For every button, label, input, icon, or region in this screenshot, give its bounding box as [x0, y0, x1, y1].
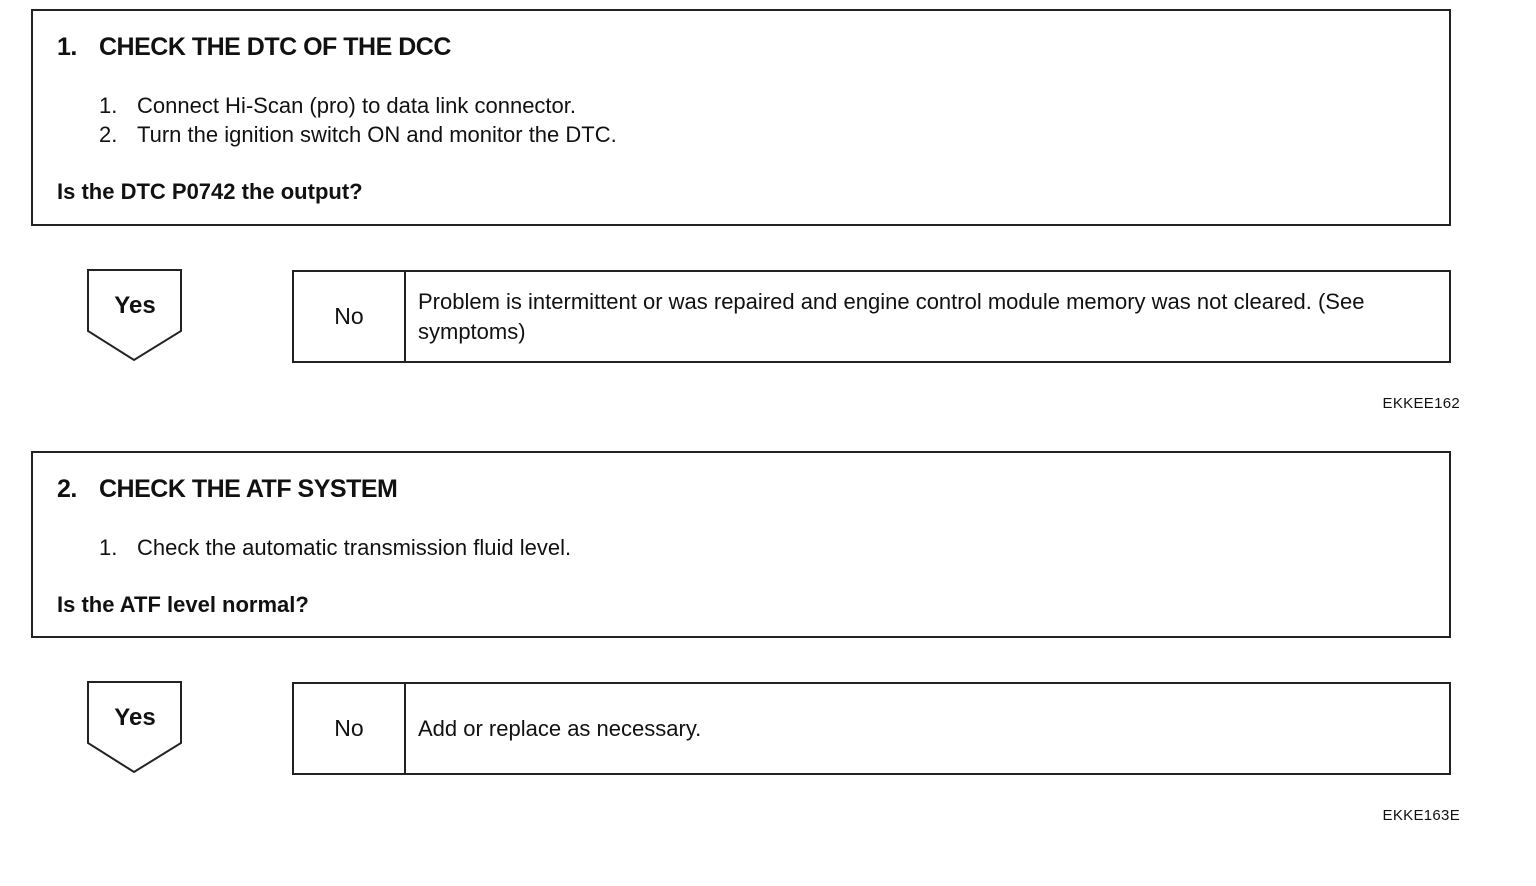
- list-item: [99, 533, 571, 562]
- step-1-figure-code: EKKEE162: [1382, 395, 1460, 412]
- step-2-no-text-content: Add or replace as necessary.: [418, 715, 702, 741]
- step-1-instructions: [99, 91, 617, 149]
- list-item-number: 2.: [99, 122, 118, 147]
- step-2-question: Is the ATF level normal?: [57, 592, 309, 617]
- list-item-number: 1.: [99, 535, 118, 560]
- step-2-no-label: No: [294, 684, 406, 773]
- step-2-no-text: [418, 684, 1429, 773]
- step-1-no-text-content: Problem is intermittent or was repaired and engine control module memory was not cleared. (See symptoms): [418, 288, 1365, 344]
- step-2-instructions: [99, 533, 571, 562]
- step-1-number: 1.: [57, 33, 77, 61]
- step-1-no-text: [418, 272, 1429, 361]
- step-2-yes-arrow: [87, 681, 183, 774]
- step-1-yes-arrow: [87, 269, 183, 362]
- list-item-text: Connect Hi-Scan (pro) to data link connector.: [137, 93, 577, 118]
- step-2-figure-code: EKKE163E: [1382, 807, 1460, 824]
- step-1-no-box: [292, 270, 1451, 363]
- list-item: [99, 120, 617, 149]
- step-2-no-box: [292, 682, 1451, 775]
- step-1-title-text: CHECK THE DTC OF THE DCC: [99, 33, 451, 61]
- step-1-question: Is the DTC P0742 the output?: [57, 179, 363, 204]
- list-item: [99, 91, 617, 120]
- list-item-text: Check the automatic transmission fluid level.: [137, 535, 572, 560]
- step-2-title-text: CHECK THE ATF SYSTEM: [99, 475, 398, 503]
- step-2-yes-label: Yes: [114, 704, 156, 731]
- step-2-box: [31, 451, 1451, 638]
- step-1-yes-label: Yes: [114, 292, 156, 319]
- list-item-number: 1.: [99, 93, 118, 118]
- list-item-text: Turn the ignition switch ON and monitor the DTC.: [137, 122, 617, 147]
- step-1-title: [57, 33, 451, 62]
- step-1-no-label: No: [294, 272, 406, 361]
- step-1-box: [31, 9, 1451, 226]
- step-2-title: [57, 475, 397, 504]
- step-2-number: 2.: [57, 475, 77, 503]
